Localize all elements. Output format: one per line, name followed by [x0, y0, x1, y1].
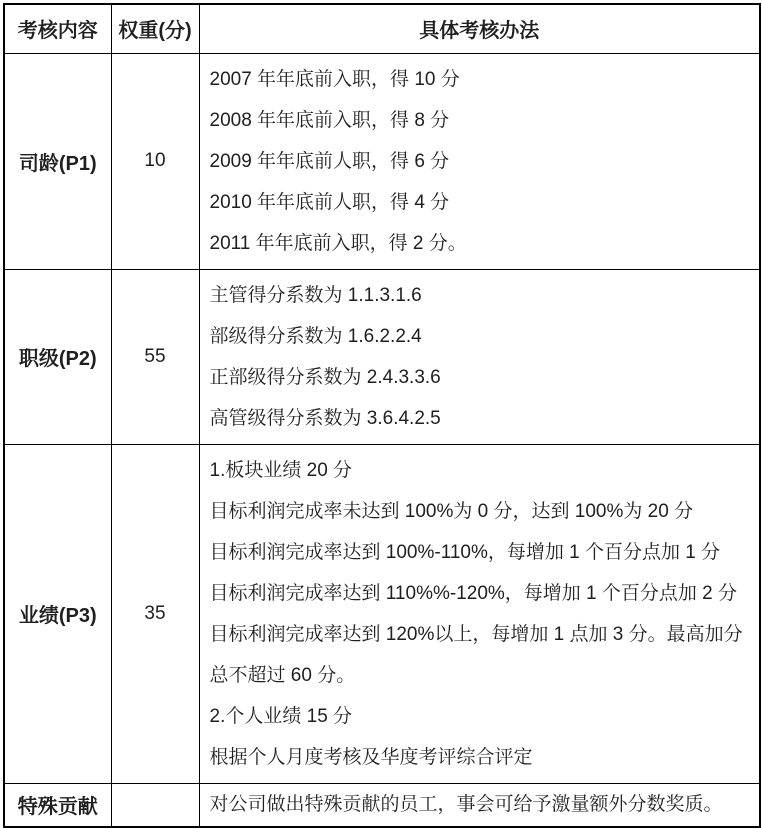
method-line: 正部级得分系数为 2.4.3.3.6: [209, 366, 441, 388]
method-line: 2007 年年底前入职，得 10 分: [209, 68, 460, 90]
method-line: 对公司做出特殊贡献的员工，事会可给予激量额外分数奖质。: [209, 793, 723, 815]
row-weight: [111, 783, 199, 827]
row-category: 职级(P2): [4, 269, 111, 444]
row-category: 司龄(P1): [4, 53, 111, 269]
table-row-special-contribution: [4, 783, 760, 827]
method-line: 目标利润完成率达到 120%以上，每增加 1 点加 3 分。最高加分总不超过 60 分。: [209, 623, 743, 686]
row-weight: 35: [111, 444, 199, 783]
method-line: 1.板块业绩 20 分: [209, 459, 353, 481]
method-line: 2009 年年底前人职，得 6 分: [209, 150, 450, 172]
row-weight: 55: [111, 269, 199, 444]
col-header-methods: 具体考核办法: [199, 4, 760, 53]
col-header-category: 考核内容: [4, 4, 111, 53]
table-row-rank: [4, 269, 760, 444]
method-line: 2011 年年底前入职，得 2 分。: [209, 232, 467, 254]
col-header-weight: 权重(分): [111, 4, 199, 53]
table-row-performance: [4, 444, 760, 783]
row-category: 特殊贡献: [4, 783, 111, 827]
method-line: 根据个人月度考核及华度考评综合评定: [209, 746, 533, 768]
row-weight: 10: [111, 53, 199, 269]
row-methods: [199, 269, 760, 444]
method-line: 主管得分系数为 1.1.3.1.6: [209, 284, 422, 306]
assessment-table: [3, 3, 761, 828]
method-line: 目标利润完成率达到 100%-110%，每增加 1 个百分点加 1 分: [209, 541, 721, 563]
row-methods: [199, 783, 760, 827]
method-line: 目标利润完成率达到 110%%-120%，每增加 1 个百分点加 2 分: [209, 582, 738, 604]
method-line: 2010 年年底前人职，得 4 分: [209, 191, 450, 213]
row-category: 业绩(P3): [4, 444, 111, 783]
header-row: [4, 4, 760, 53]
method-line: 2008 年年底前入职，得 8 分: [209, 109, 450, 131]
method-line: 目标利润完成率未达到 100%为 0 分，达到 100%为 20 分: [209, 500, 694, 522]
method-line: 2.个人业绩 15 分: [209, 705, 353, 727]
method-line: 部级得分系数为 1.6.2.2.4: [209, 325, 422, 347]
row-methods: [199, 53, 760, 269]
row-methods: [199, 444, 760, 783]
table-row-tenure: [4, 53, 760, 269]
method-line: 高管级得分系数为 3.6.4.2.5: [209, 407, 441, 429]
